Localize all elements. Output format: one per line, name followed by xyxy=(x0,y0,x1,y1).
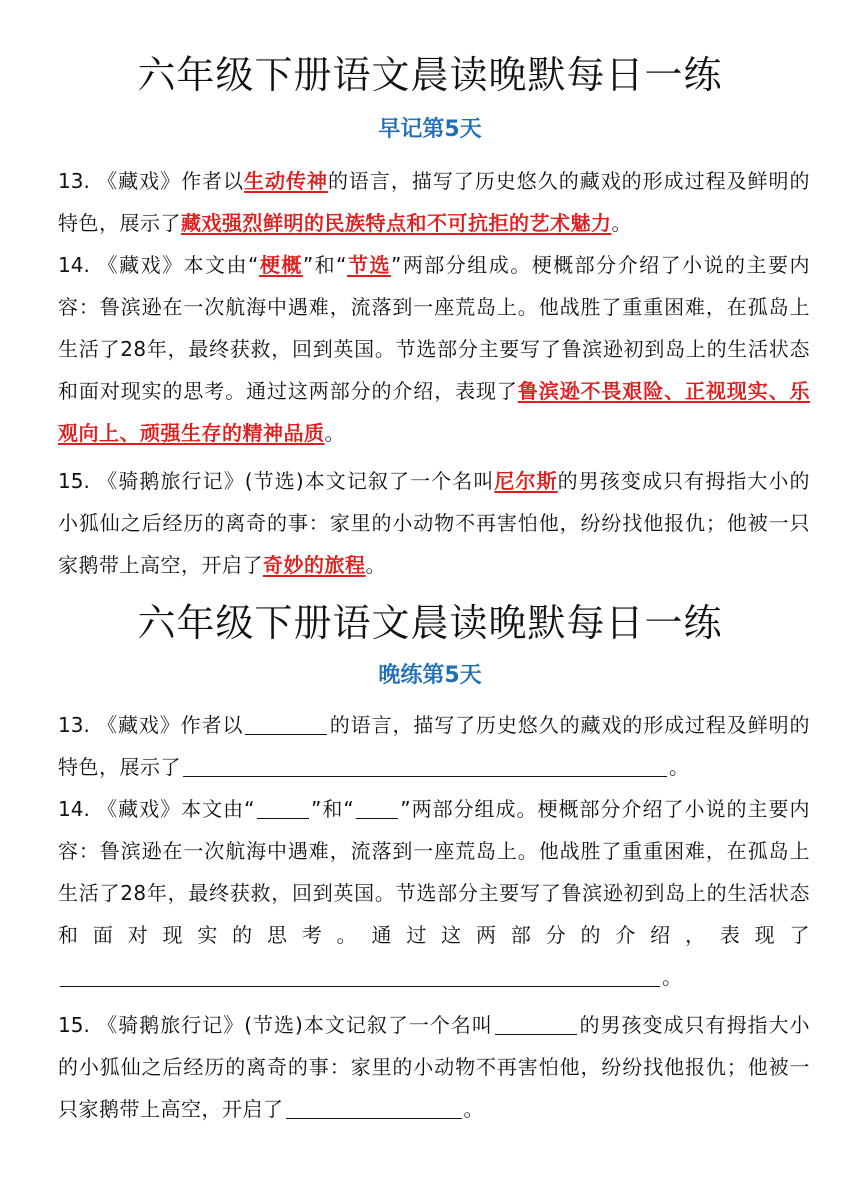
morning-title: 六年级下册语文晨读晚默每日一练 xyxy=(137,53,723,97)
evening-question-13 xyxy=(58,704,810,788)
question-text: 。 xyxy=(669,755,690,779)
question-text: 《藏戏》本文由“ xyxy=(97,253,259,277)
question-text: 《骑鹅旅行记》(节选)本文记叙了一个名叫 xyxy=(97,1013,493,1037)
answer-blank[interactable] xyxy=(495,1012,577,1035)
morning-question-13 xyxy=(58,160,810,244)
question-text: 《骑鹅旅行记》(节选)本文记叙了一个名叫 xyxy=(97,469,495,493)
question-text: 。 xyxy=(365,553,386,577)
answer-blank[interactable] xyxy=(257,796,309,819)
question-text: ”两部分组成。梗概部分介绍了小说的主要内容：鲁滨逊在一次航海中遇难，流落到一座荒岛上。他战胜了重重困难，在孤岛上生活了28年，最终获救，回到英国。节选部分主要写了鲁滨逊初到岛上的生活状态和面对现实的思考。通过这两部分的介绍，表现了 xyxy=(58,253,810,403)
evening-title: 六年级下册语文晨读晚默每日一练 xyxy=(137,601,723,645)
question-text: ”和“ xyxy=(302,253,348,277)
morning-subtitle: 早记第5天 xyxy=(378,117,482,142)
answer-blank[interactable] xyxy=(60,964,660,987)
morning-question-14 xyxy=(58,244,810,454)
question-text: 。 xyxy=(463,1097,484,1121)
evening-subtitle: 晚练第5天 xyxy=(378,663,482,688)
question-text: 。 xyxy=(662,965,683,989)
question-number: 15. xyxy=(58,469,90,493)
evening-question-15 xyxy=(58,1004,810,1130)
question-text: 《藏戏》作者以 xyxy=(97,713,244,737)
question-text: 的语言，描写了历史悠久的藏戏的形成过程及鲜明的特色，展示了 xyxy=(58,713,811,779)
answer-text: 鲁滨逊不畏艰险、正视现实、乐观向上、顽强生存的精神品质 xyxy=(58,379,811,445)
answer-blank[interactable] xyxy=(356,796,398,819)
question-text: 的男孩变成只有拇指大小的小狐仙之后经历的离奇的事：家里的小动物不再害怕他，纷纷找他报仇；他被一只家鹅带上高空，开启了 xyxy=(58,469,811,577)
answer-blank[interactable] xyxy=(245,712,327,735)
question-text: 的语言，描写了历史悠久的藏戏的形成过程及鲜明的特色，展示了 xyxy=(58,169,811,235)
question-number: 15. xyxy=(58,1013,90,1037)
answer-text: 节选 xyxy=(347,253,391,277)
question-number: 13. xyxy=(58,169,90,193)
answer-text: 尼尔斯 xyxy=(494,469,558,493)
question-number: 13. xyxy=(58,713,90,737)
question-text: 的男孩变成只有拇指大小的小狐仙之后经历的离奇的事：家里的小动物不再害怕他，纷纷找他报仇；他被一只家鹅带上高空，开启了 xyxy=(58,1013,811,1121)
evening-question-14 xyxy=(58,788,810,998)
answer-text: 藏戏强烈鲜明的民族特点和不可抗拒的艺术魅力 xyxy=(181,211,612,235)
answer-text: 梗概 xyxy=(258,253,303,277)
question-text: ”两部分组成。梗概部分介绍了小说的主要内容：鲁滨逊在一次航海中遇难，流落到一座荒岛上。他战胜了重重困难，在孤岛上生活了28年，最终获救，回到英国。节选部分主要写了鲁滨逊初到岛上的生活状态和面对现实的思考。通过这两部分的介绍，表现了 xyxy=(58,797,810,947)
question-text: ”和“ xyxy=(311,797,355,821)
question-text: 。 xyxy=(324,421,345,445)
answer-blank[interactable] xyxy=(183,754,667,777)
question-text: 《藏戏》作者以 xyxy=(97,169,245,193)
question-text: 。 xyxy=(611,211,632,235)
question-text: 《藏戏》本文由“ xyxy=(97,797,255,821)
morning-question-15 xyxy=(58,460,810,586)
answer-text: 奇妙的旅程 xyxy=(263,553,366,577)
question-number: 14. xyxy=(58,797,90,821)
answer-text: 生动传神 xyxy=(244,169,328,193)
question-number: 14. xyxy=(58,253,90,277)
answer-blank[interactable] xyxy=(286,1096,462,1119)
